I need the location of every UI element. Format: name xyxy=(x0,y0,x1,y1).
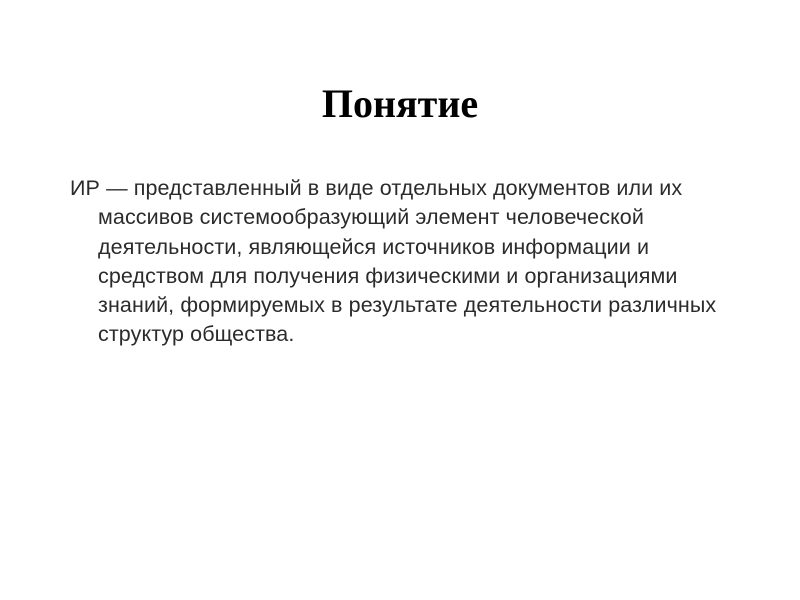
slide-title: Понятие xyxy=(321,81,479,126)
definition-paragraph: ИР — представленный в виде отдельных документов или их массивов системообразующий элемент человеческой деятельности, являющейся источников информации и средством для получения физическими и организациями знаний, формируемых в результате деятельности различных структур общества. xyxy=(70,176,717,347)
